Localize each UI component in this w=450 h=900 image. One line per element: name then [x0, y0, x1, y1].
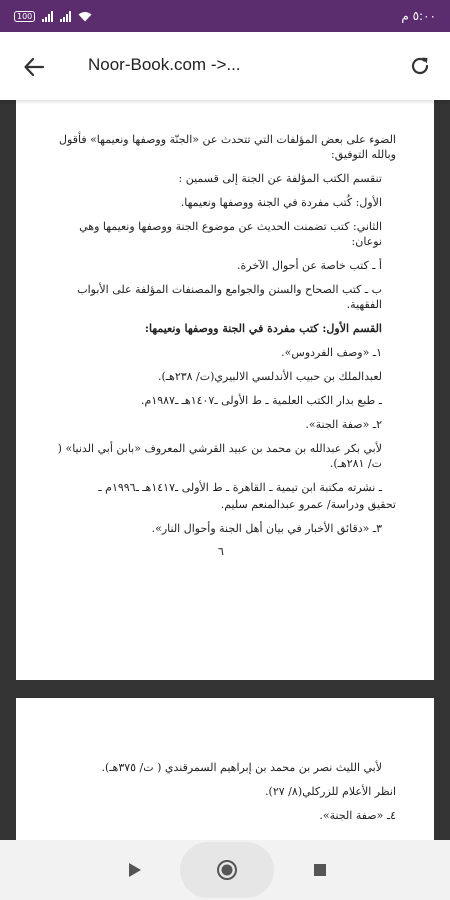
text-line: تحقيق ودراسة/ عمرو عبدالمنعم سليم.	[220, 498, 396, 511]
status-time: ٥:٠٠ م	[401, 9, 436, 23]
text-line: الضوء على بعض المؤلفات التي تتحدث عن «الجنّة ووصفها ونعيمها» فأقول وبالله التوفيق:	[59, 133, 396, 161]
battery-icon: 100	[14, 11, 35, 22]
text-line: الثاني: كتب تضمنت الحديث عن موضوع الجنة ووصفها ونعيمها وهي نوعان:	[79, 220, 382, 248]
navigation-bar	[0, 840, 450, 900]
status-icons	[14, 11, 92, 22]
page-1-text	[16, 100, 434, 558]
document-page-1	[16, 100, 434, 680]
text-line: ـ طبع بدار الكتب العلمية ـ ط الأولى ـ١٤٠٧هـ ـ١٩٨٧م.	[141, 394, 382, 407]
page-2-text	[16, 698, 434, 823]
play-icon	[128, 862, 142, 878]
home-button[interactable]	[215, 858, 239, 882]
signal-icon	[42, 11, 53, 22]
text-line: ب ـ كتب الصحاح والسنن والجوامع والمصنفات المؤلفة على الأبواب الفقهية.	[77, 283, 382, 311]
refresh-icon	[409, 55, 431, 77]
text-line: الأول: كُتب مفردة في الجنة ووصفها ونعيمها.	[180, 196, 382, 209]
text-line: تنقسم الكتب المؤلفة عن الجنة إلى قسمين :	[178, 172, 382, 185]
wifi-icon	[78, 11, 92, 22]
text-line: انظر الأعلام للزركلي(٨/ ٢٧).	[265, 785, 396, 798]
text-line: ٢ـ «صفة الجنة».	[305, 418, 382, 431]
section-heading	[46, 321, 396, 336]
page-number: ٦	[218, 545, 224, 558]
text-line: ٣ـ «دقائق الأخبار في بيان أهل الجنة وأحوال النار».	[151, 522, 382, 535]
text-line: لأبي الليث نصر بن محمد بن إبراهيم السمرقندي ( ت/ ٣٧٥هـ).	[101, 761, 382, 774]
app-bar	[0, 32, 450, 100]
stop-button[interactable]	[308, 858, 332, 882]
document-page-2	[16, 698, 434, 840]
back-button[interactable]	[20, 53, 48, 81]
signal-icon-2	[60, 11, 71, 22]
section-heading-text: القسم الأول: كتب مفردة في الجنة ووصفها ونعيمها:	[144, 322, 382, 335]
text-line: ـ نشرته مكتبة ابن تيمية ـ القاهرة ـ ط الأولى ـ١٤١٧هـ ـ١٩٩٦م ـ	[98, 481, 382, 494]
document-viewer[interactable]	[0, 100, 450, 840]
stop-icon	[313, 863, 327, 877]
text-line: أ ـ كتب خاصة عن أحوال الآخرة.	[237, 259, 382, 272]
play-button[interactable]	[123, 858, 147, 882]
status-bar	[0, 0, 450, 32]
arrow-left-icon	[23, 56, 45, 78]
home-circle-icon	[216, 859, 238, 881]
text-line: لأبي بكر عبدالله بن محمد بن عبيد القرشي المعروف «بابن أبي الدنيا» ( ت/ ٢٨١هـ).	[57, 442, 382, 470]
refresh-button[interactable]	[406, 52, 434, 80]
text-line: ١ـ «وصف الفردوس».	[281, 346, 382, 359]
text-line: ٤ـ «صفة الجنة».	[319, 809, 396, 822]
page-title: Noor-Book.com ->...	[88, 55, 241, 74]
text-line: لعبدالملك بن حبيب الأندلسي الالبيري(ت/ ٢٣٨هـ).	[158, 370, 382, 383]
